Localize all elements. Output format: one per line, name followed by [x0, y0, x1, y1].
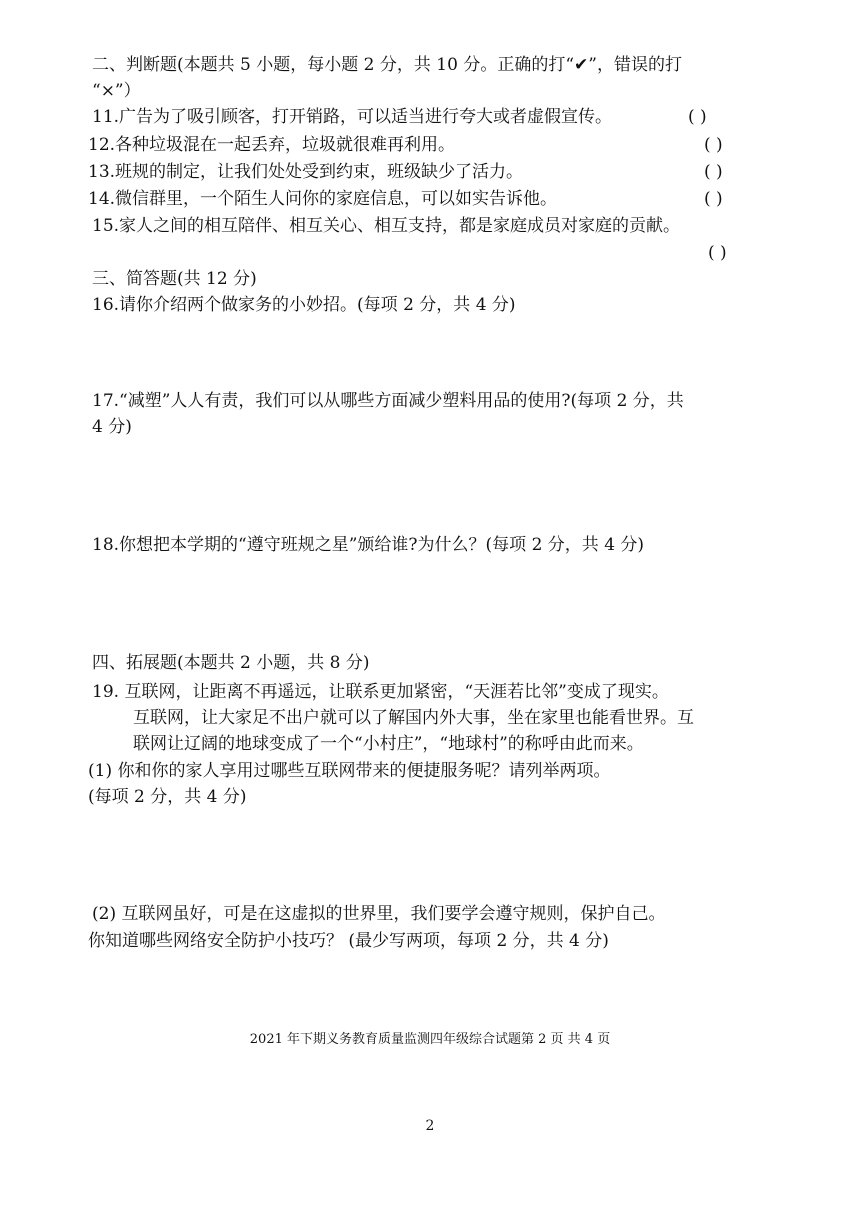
question-12: 12.各种垃圾混在一起丢弃，垃圾就很难再利用。 — [88, 135, 456, 155]
answer-paren-11[interactable]: ( ) — [688, 107, 707, 127]
answer-paren-14[interactable]: ( ) — [704, 189, 723, 209]
question-11: 11.广告为了吸引顾客，打开销路，可以适当进行夸大或者虚假宣传。 — [92, 107, 613, 127]
section3-title: 三、简答题(共 12 分) — [92, 269, 257, 289]
question-19-sub1: (1) 你和你的家人享用过哪些互联网带来的便捷服务呢？请列举两项。 — [88, 761, 611, 781]
question-16: 16.请你介绍两个做家务的小妙招。(每项 2 分，共 4 分) — [92, 295, 516, 315]
page-number: 2 — [425, 1118, 435, 1134]
answer-paren-12[interactable]: ( ) — [704, 135, 723, 155]
answer-paren-15[interactable]: ( ) — [708, 243, 727, 263]
question-18: 18.你想把本学期的“遵守班规之星”颁给谁?为什么？(每项 2 分，共 4 分) — [92, 535, 645, 555]
question-19: 19. 互联网，让距离不再遥远，让联系更加紧密，“天涯若比邻”变成了现实。 — [92, 682, 669, 702]
question-13: 13.班规的制定，让我们处处受到约束，班级缺少了活力。 — [88, 162, 524, 182]
question-19-line3: 联网让辽阔的地球变成了一个“小村庄”，“地球村”的称呼由此而来。 — [133, 734, 644, 754]
section2-title-cont: “×”） — [92, 81, 141, 101]
question-19-sub1-points: (每项 2 分，共 4 分) — [88, 787, 247, 807]
question-14: 14.微信群里，一个陌生人问你的家庭信息，可以如实告诉他。 — [88, 189, 558, 209]
section2-title: 二、判断题(本题共 5 小题，每小题 2 分，共 10 分。正确的打“✔”，错误的打 — [92, 55, 682, 75]
answer-paren-13[interactable]: ( ) — [704, 162, 723, 182]
question-17: 17.“减塑”人人有责，我们可以从哪些方面减少塑料用品的使用?(每项 2 分，共 — [92, 391, 684, 411]
question-19-sub2: (2) 互联网虽好，可是在这虚拟的世界里，我们要学会遵守规则，保护自己。 — [92, 904, 666, 924]
question-15: 15.家人之间的相互陪伴、相互关心、相互支持，都是家庭成员对家庭的贡献。 — [92, 216, 681, 236]
question-19-line2: 互联网，让大家足不出户就可以了解国内外大事，坐在家里也能看世界。互 — [133, 708, 694, 728]
page-footer: 2021 年下期义务教育质量监测四年级综合试题第 2 页 共 4 页 — [249, 1032, 611, 1047]
question-19-sub2-cont: 你知道哪些网络安全防护小技巧？ (最少写两项，每项 2 分，共 4 分) — [88, 931, 609, 951]
question-17-cont: 4 分) — [92, 417, 132, 437]
section4-title: 四、拓展题(本题共 2 小题，共 8 分) — [92, 653, 370, 673]
